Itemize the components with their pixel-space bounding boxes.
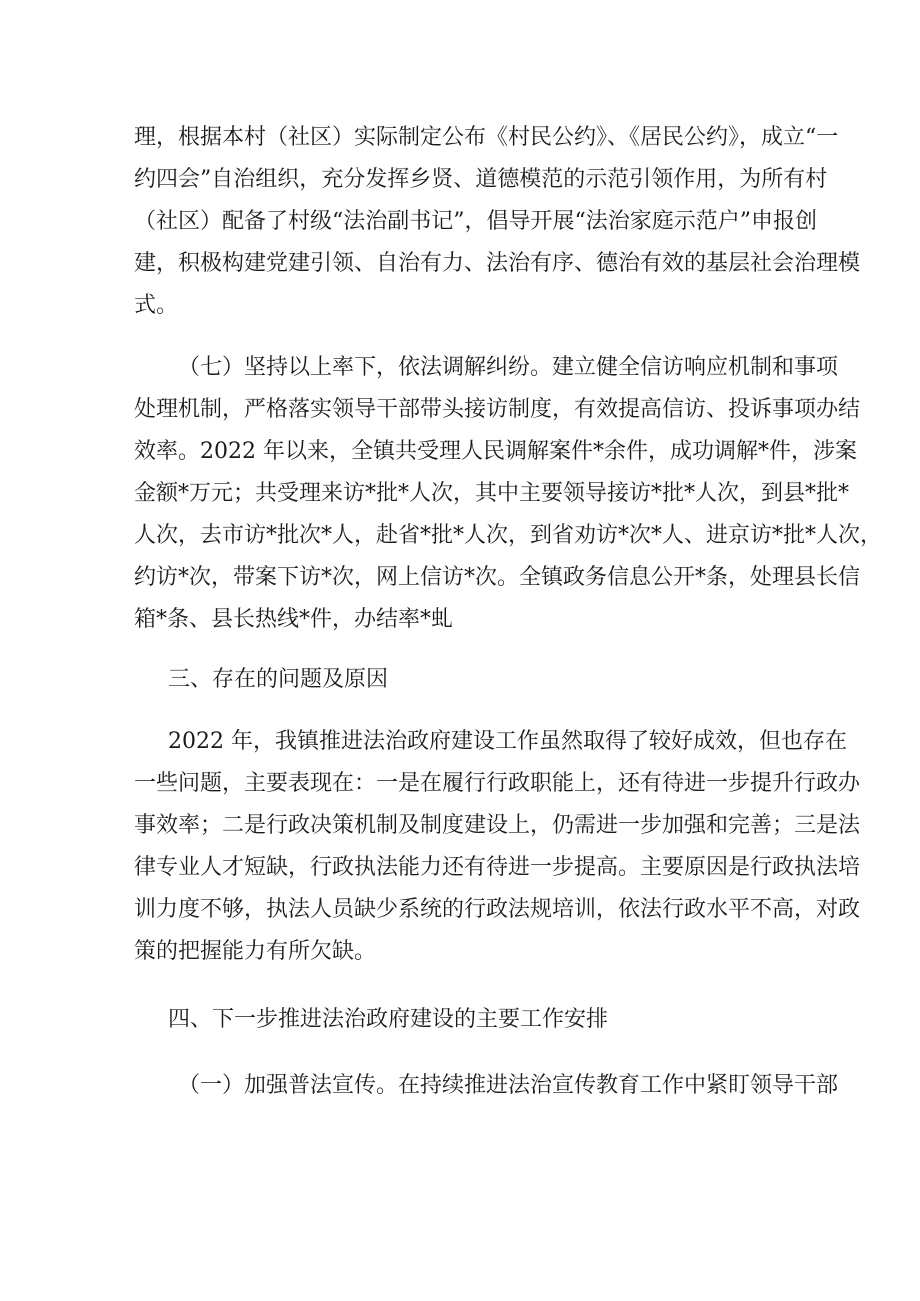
text-line: 金额*万元；共受理来访*批*人次，其中主要领导接访*批*人次，到县*批* [134,481,850,506]
text-line: 建，积极构建党建引领、自治有力、法治有序、德治有效的基层社会治理模 [134,251,861,276]
text-line: 律专业人才短缺，行政执法能力还有待进一步提高。主要原因是行政执法培 [134,855,861,880]
section-heading-problems: 三、存在的问题及原因 [168,667,389,692]
text-line: 策的把握能力有所欠缺。 [134,939,377,964]
text-line: 式。 [134,293,179,318]
text-line: 效率。2022 年以来，全镇共受理人民调解案件*余件，成功调解*件，涉案 [134,439,857,464]
text-line: （社区）配备了村级“法治副书记”，倡导开展“法治家庭示范户”申报创 [134,209,817,234]
text-line: 事效率；二是行政决策机制及制度建设上，仍需进一步加强和完善；三是法 [134,813,861,838]
text-line: 处理机制，严格落实领导干部带头接访制度，有效提高信访、投诉事项办结 [134,397,861,422]
text-line: 训力度不够，执法人员缺少系统的行政法规培训，依法行政水平不高，对政 [134,897,861,922]
text-line: 约四会”自治组织，充分发挥乡贤、道德模范的示范引领作用，为所有村 [134,167,828,192]
text-line: 人次，去市访*批次*人，赴省*批*人次，到省劝访*次*人、进京访*批*人次， [134,523,883,548]
text-line: （七）坚持以上率下，依法调解纠纷。建立健全信访响应机制和事项 [178,355,839,380]
text-line: 约访*次，带案下访*次，网上信访*次。全镇政务信息公开*条，处理县长信 [134,565,861,590]
text-line: 理，根据本村（社区）实际制定公布《村民公约》、《居民公约》，成立“一 [134,125,839,150]
text-line: 一些问题，主要表现在：一是在履行行政职能上，还有待进一步提升行政办 [134,771,861,796]
text-line: 2022 年，我镇推进法治政府建设工作虽然取得了较好成效，但也存在 [168,729,847,754]
text-line: （一）加强普法宣传。在持续推进法治宣传教育工作中紧盯领导干部 [178,1073,839,1098]
text-line: 箱*条、县长热线*件，办结率*虬 [134,607,454,632]
section-heading-next-steps: 四、下一步推进法治政府建设的主要工作安排 [168,1007,609,1032]
